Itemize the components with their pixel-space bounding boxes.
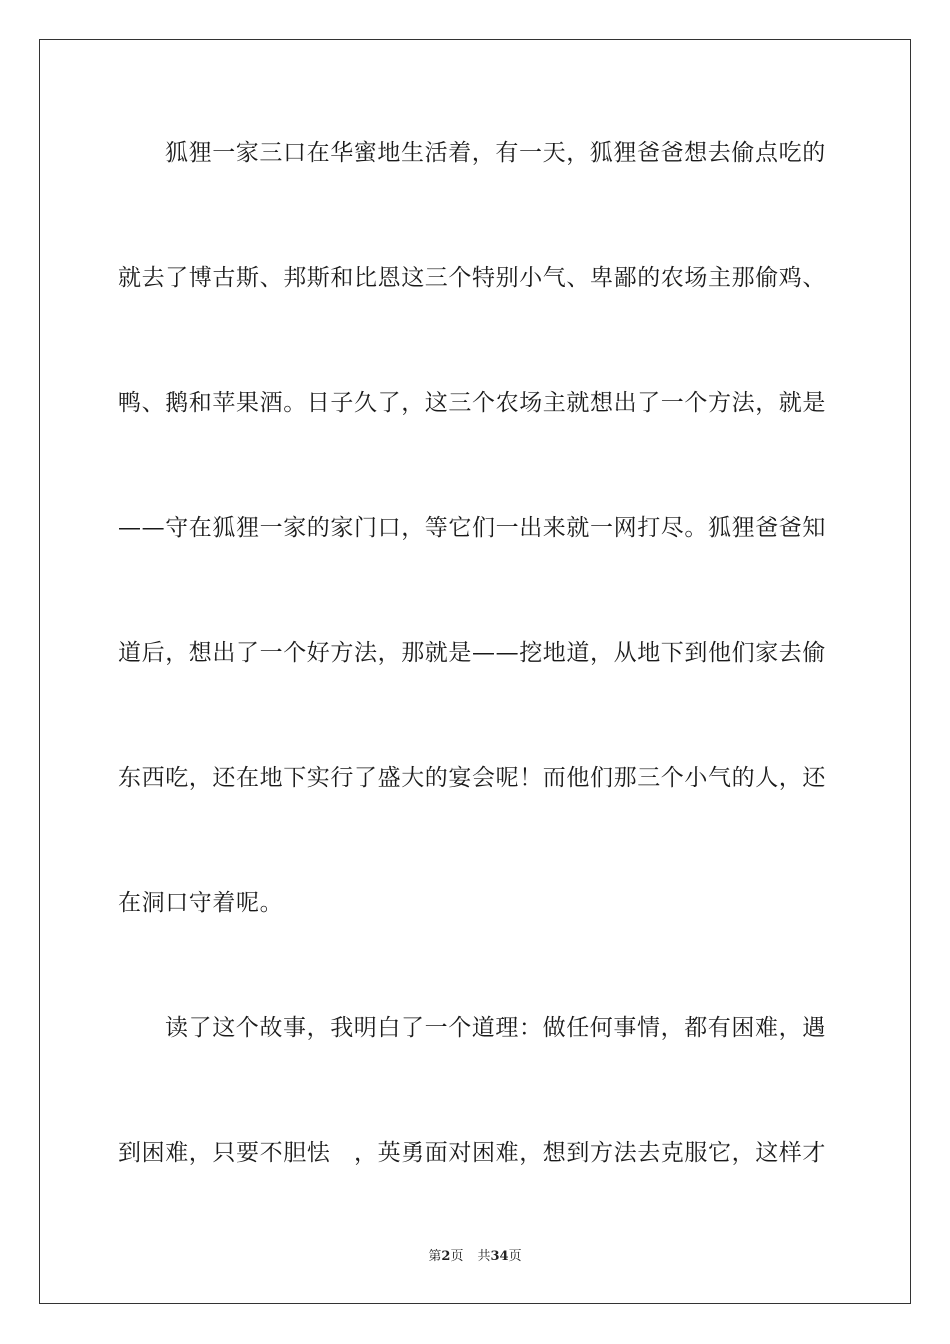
total-suffix: 页: [508, 1249, 522, 1264]
text-line-3: 鸭、鹅和苹果酒。日子久了，这三个农场主就想出了一个方法，就是: [118, 390, 826, 416]
text-line-8: 读了这个故事，我明白了一个道理：做任何事情，都有困难，遇: [165, 1015, 826, 1041]
page-suffix: 页: [450, 1249, 464, 1264]
text-line-2: 就去了博古斯、邦斯和比恩这三个特别小气、卑鄙的农场主那偷鸡、: [118, 265, 826, 291]
text-line-4: ——守在狐狸一家的家门口，等它们一出来就一网打尽。狐狸爸爸知: [118, 515, 826, 541]
text-line-9: 到困难，只要不胆怯 ，英勇面对困难，想到方法去克服它，这样才: [118, 1140, 826, 1166]
page-border: [39, 39, 911, 1304]
text-line-1: 狐狸一家三口在华蜜地生活着，有一天，狐狸爸爸想去偷点吃的: [165, 140, 826, 166]
total-pages: 34: [490, 1249, 509, 1264]
text-line-5: 道后，想出了一个好方法，那就是——挖地道，从地下到他们家去偷: [118, 640, 826, 666]
text-line-7: 在洞口守着呢。: [118, 890, 284, 916]
total-prefix: 共: [477, 1249, 491, 1264]
page-prefix: 第: [428, 1249, 442, 1264]
text-line-6: 东西吃，还在地下实行了盛大的宴会呢！而他们那三个小气的人，还: [118, 765, 826, 791]
page-number: 2: [441, 1249, 451, 1264]
page-footer: [0, 1248, 950, 1266]
